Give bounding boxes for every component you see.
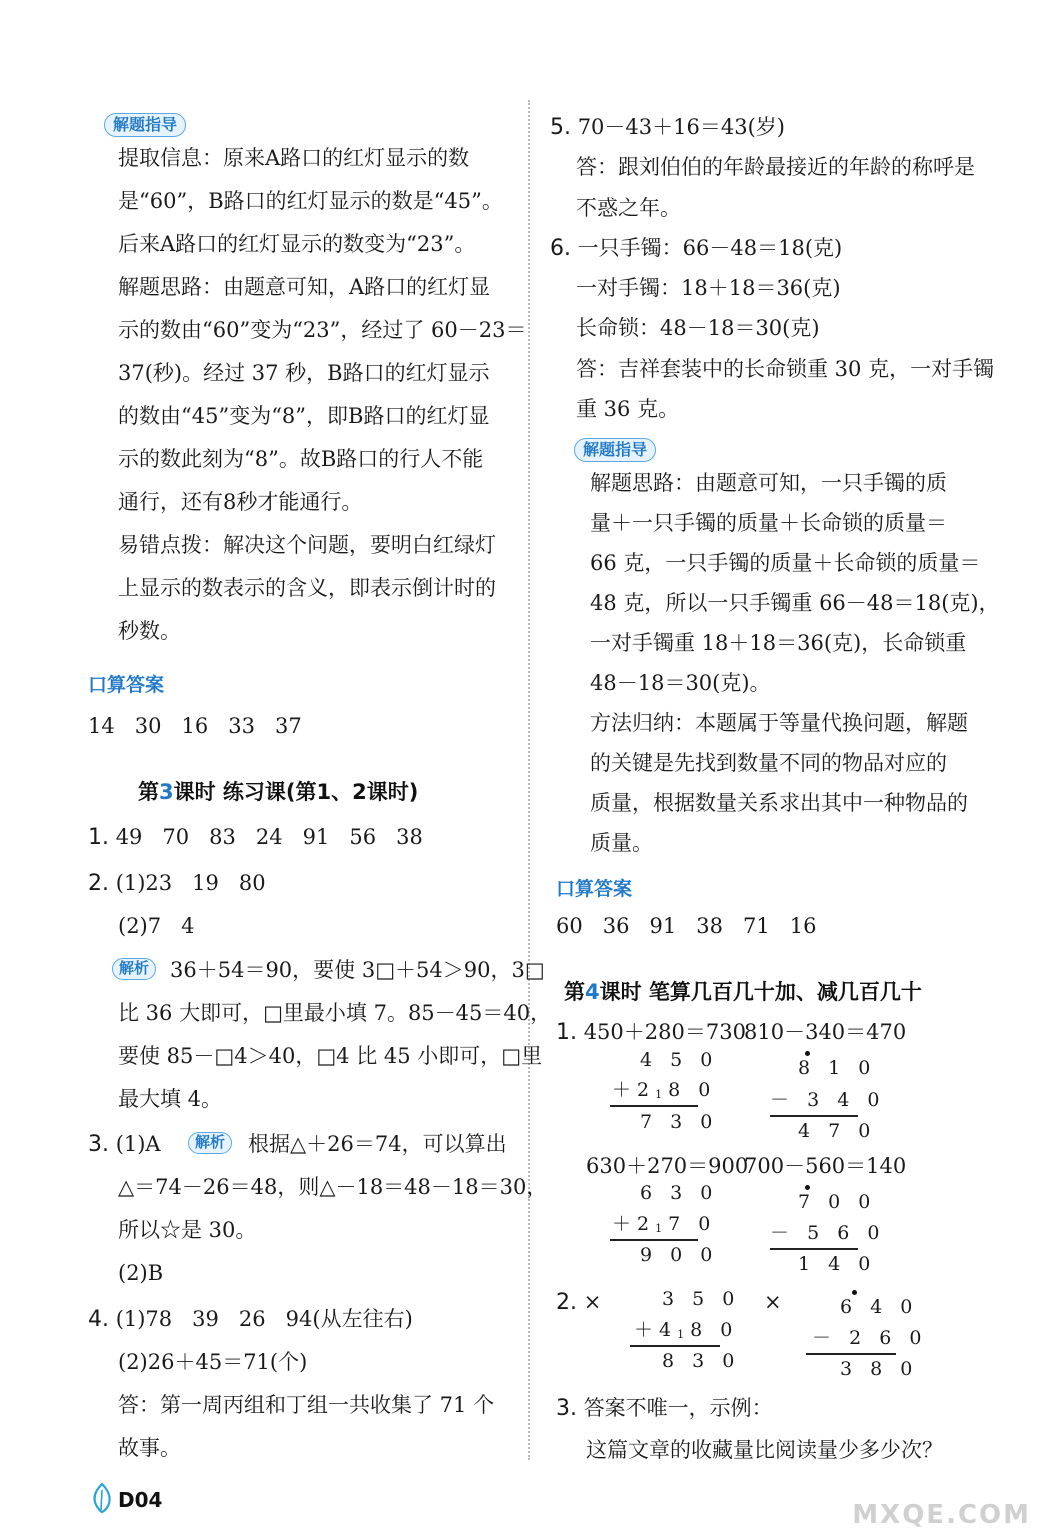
question-number: 2. [556, 1290, 577, 1315]
question-text: (1)A [115, 1132, 161, 1156]
guide-line: 是“60”，B路口的红灯显示的数是“45”。 [118, 189, 503, 213]
operator: － [770, 1222, 796, 1244]
digits: 7 0 [668, 1213, 717, 1235]
lesson-number: 3 [159, 780, 174, 804]
analysis-tag: 解析 [188, 1132, 232, 1154]
digit: 2 [637, 1079, 656, 1101]
guide-line: 易错点拨：解决这个问题，要明白红绿灯 [118, 533, 496, 557]
vertical-subtrahend [770, 1085, 885, 1115]
digits: 8 0 [668, 1079, 717, 1101]
vertical-top: 4 5 0 [640, 1049, 719, 1071]
question-r1 [556, 1018, 746, 1047]
guide-line: 秒数。 [118, 619, 181, 643]
carry-mark: 1 [655, 1222, 669, 1235]
question-number: 3. [88, 1132, 109, 1157]
equation: 70－43＋16＝43(岁) [577, 115, 785, 139]
operator: ＋ [612, 1213, 638, 1235]
guide-tag: 解题指导 [104, 113, 186, 137]
vertical-result: 7 3 0 [640, 1111, 719, 1133]
guide-line: 66 克，一只手镯的质量＋长命锁的质量＝ [590, 551, 981, 575]
question-number: 2. [88, 871, 109, 896]
vertical-result: 9 0 0 [640, 1244, 719, 1266]
question-6 [550, 234, 842, 263]
question-part: (2)7 4 [118, 914, 195, 938]
question-5 [550, 113, 785, 142]
analysis-line: 比 36 大即可，□里最小填 7。85－45＝40， [118, 1001, 552, 1025]
analysis-tag: 解析 [112, 958, 156, 980]
guide-line: 解题思路：由题意可知，A路口的红灯显 [118, 275, 491, 299]
answer-line: 故事。 [118, 1436, 181, 1460]
question-number: 1. [88, 825, 109, 850]
answer-line: 答：跟刘伯伯的年龄最接近的年龄的称呼是 [576, 155, 975, 179]
question-3 [88, 1130, 161, 1159]
equation: 450＋280＝730 [583, 1020, 746, 1044]
guide-line: 方法归纳：本题属于等量代换问题，解题 [590, 711, 968, 735]
vertical-result: 4 7 0 [798, 1120, 877, 1142]
guide-line: 量＋一只手镯的质量＋长命锁的质量＝ [590, 511, 947, 535]
column-divider [528, 100, 530, 1460]
question-number: 5. [550, 115, 571, 140]
question-2 [88, 869, 266, 898]
guide-line: 48 克，所以一只手镯重 66－48＝18(克)， [590, 591, 1000, 615]
guide-line: 的数由“45”变为“8”，即B路口的红灯显 [118, 404, 490, 428]
digits: 8 0 [690, 1319, 739, 1341]
equation: 810－340＝470 [744, 1020, 907, 1044]
oral-answer-header: 口算答案 [556, 878, 633, 900]
answer-line: 重 36 克。 [576, 397, 680, 421]
wrong-mark: × [764, 1290, 782, 1314]
guide-line: 解题思路：由题意可知，一只手镯的质 [590, 471, 947, 495]
question-text: 答案不唯一，示例： [583, 1396, 773, 1420]
question-text: 49 70 83 24 91 56 38 [115, 825, 423, 849]
lesson-title-suffix: 课时 笔算几百几十加、减几百几十 [599, 980, 922, 1004]
question-number: 4. [88, 1307, 109, 1332]
equation: 630＋270＝900 [586, 1154, 749, 1178]
lesson-title-suffix: 课时 练习课(第1、2课时) [173, 780, 419, 804]
operator: － [770, 1089, 796, 1111]
analysis-line: 最大填 4。 [118, 1087, 223, 1111]
vertical-top: 8 1 0 [798, 1057, 877, 1079]
guide-line: 48－18＝30(克)。 [590, 671, 771, 695]
lesson-number: 4 [585, 980, 600, 1004]
lesson-title-prefix: 第 [564, 980, 585, 1004]
wrong-mark: × [583, 1290, 602, 1314]
watermark: MXQE.COM [852, 1500, 1031, 1530]
carry-mark: 1 [677, 1328, 691, 1341]
vertical-top: 6 4 0 [840, 1296, 919, 1318]
lesson-title [138, 776, 418, 806]
question-1 [88, 823, 423, 852]
vertical-result: 1 4 0 [798, 1253, 877, 1275]
guide-line: 示的数此刻为“8”。故B路口的行人不能 [118, 447, 484, 471]
analysis-line: 36＋54＝90，要使 3□＋54＞90，3□ [170, 958, 545, 982]
vertical-subtrahend [812, 1323, 927, 1353]
vertical-subtrahend [770, 1218, 885, 1248]
vertical-top: 7 0 0 [798, 1191, 877, 1213]
digits: 3 4 0 [807, 1089, 886, 1111]
guide-line: 提取信息：原来A路口的红灯显示的数 [118, 146, 470, 170]
analysis-line: 要使 85－□4＞40，□4 比 45 小即可，□里 [118, 1044, 543, 1068]
leaf-icon [90, 1482, 114, 1514]
guide-line: 一对手镯重 18＋18＝36(克)，长命锁重 [590, 631, 967, 655]
carry-mark: 1 [655, 1088, 669, 1101]
vertical-top: 6 3 0 [640, 1182, 719, 1204]
question-number: 1. [556, 1020, 577, 1045]
page-number: D04 [118, 1488, 163, 1512]
equation: 长命锁：48－18＝30(克) [576, 316, 820, 340]
guide-line: 37(秒)。经过 37 秒，B路口的红灯显示 [118, 361, 490, 385]
question-text: (1)23 19 80 [115, 871, 266, 895]
guide-line: 后来A路口的红灯显示的数变为“23”。 [118, 232, 476, 256]
lesson-title-prefix: 第 [138, 780, 159, 804]
question-part: (2)26＋45＝71(个) [118, 1350, 308, 1374]
analysis-line: △＝74－26＝48，则△－18＝48－18＝30， [118, 1175, 548, 1199]
operator: ＋ [634, 1319, 660, 1341]
oral-answer-header: 口算答案 [88, 674, 165, 696]
operator: － [812, 1327, 838, 1349]
question-r2 [556, 1288, 601, 1317]
question-4 [88, 1305, 413, 1334]
oral-answers: 60 36 91 38 71 16 [556, 914, 817, 938]
vertical-result: 3 8 0 [840, 1358, 919, 1380]
example-question: 这篇文章的收藏量比阅读量少多少次？ [586, 1438, 943, 1462]
guide-tag: 解题指导 [574, 438, 656, 462]
answer-line: 答：吉祥套装中的长命锁重 30 克，一对手镯 [576, 357, 995, 381]
equation: 一对手镯：18＋18＝36(克) [576, 276, 841, 300]
vertical-top: 3 5 0 [662, 1288, 741, 1310]
guide-line: 质量。 [590, 831, 653, 855]
digits: 5 6 0 [807, 1222, 886, 1244]
question-r3 [556, 1394, 773, 1423]
operator: ＋ [612, 1079, 638, 1101]
guide-line: 上显示的数表示的含义，即表示倒计时的 [118, 576, 496, 600]
digits: 2 6 0 [849, 1327, 928, 1349]
question-text: (1)78 39 26 94(从左往右) [115, 1307, 413, 1331]
question-number: 3. [556, 1396, 577, 1421]
answer-line: 答：第一周丙组和丁组一共收集了 71 个 [118, 1393, 495, 1417]
analysis-line: 所以☆是 30。 [118, 1218, 257, 1242]
analysis-line: 根据△＋26＝74，可以算出 [248, 1132, 507, 1156]
lesson-title [564, 976, 922, 1006]
digit: 4 [659, 1319, 678, 1341]
oral-answers: 14 30 16 33 37 [88, 714, 302, 738]
vertical-result: 8 3 0 [662, 1350, 741, 1372]
guide-line: 通行，还有8秒才能通行。 [118, 490, 363, 514]
equation: 一只手镯：66－48＝18(克) [577, 236, 843, 260]
guide-line: 质量，根据数量关系求出其中一种物品的 [590, 791, 968, 815]
equation: 700－560＝140 [744, 1154, 907, 1178]
question-number: 6. [550, 236, 571, 261]
guide-line: 示的数由“60”变为“23”，经过了 60－23＝ [118, 318, 527, 342]
question-part: (2)B [118, 1261, 164, 1285]
answer-line: 不惑之年。 [576, 196, 681, 220]
guide-line: 的关键是先找到数量不同的物品对应的 [590, 751, 947, 775]
digit: 2 [637, 1213, 656, 1235]
